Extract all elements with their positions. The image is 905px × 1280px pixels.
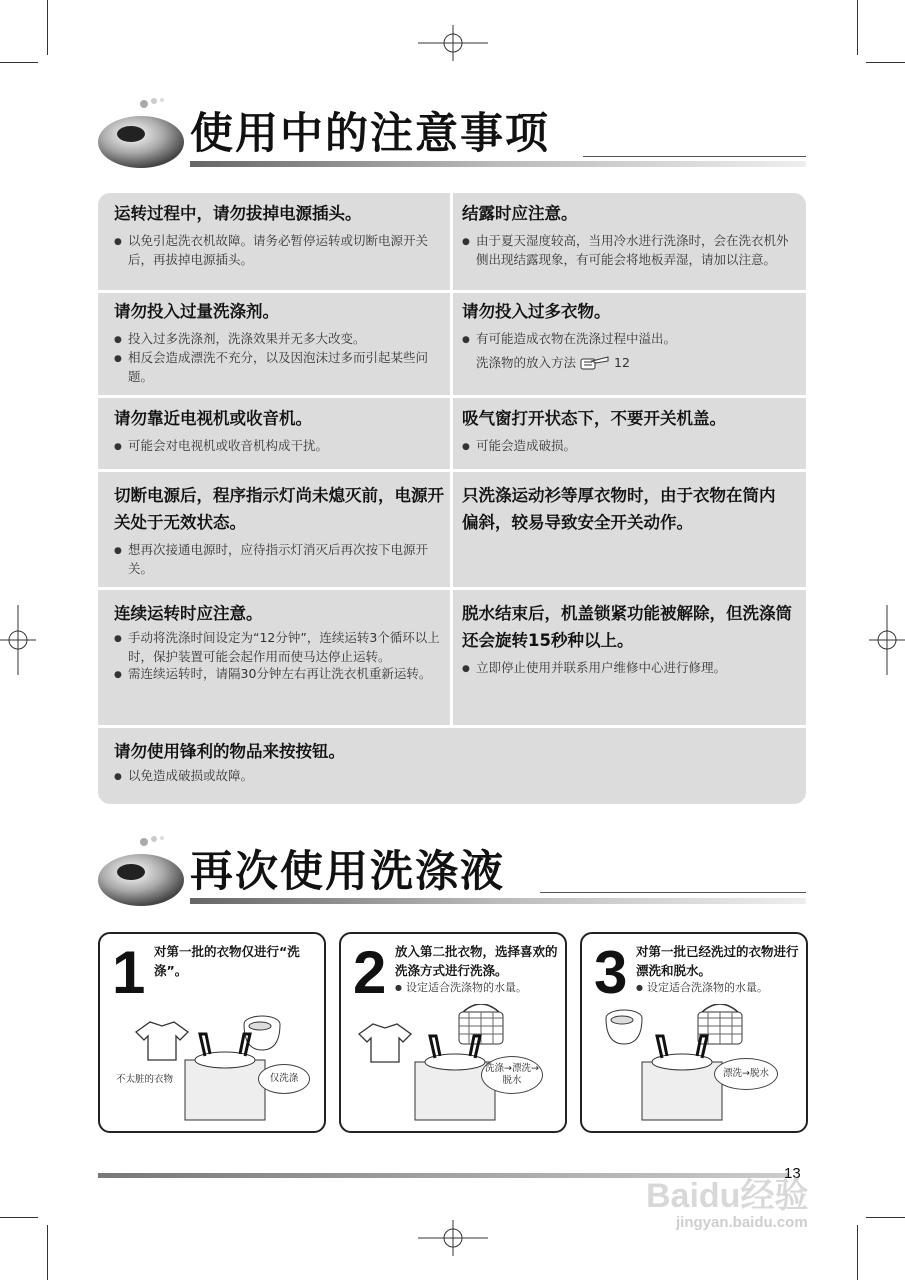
step-number: 2 (353, 939, 387, 1006)
caution-heading: 切断电源后，程序指示灯尚未熄灭前，电源开关处于无效状态。 (114, 486, 444, 532)
caution-item (114, 482, 444, 577)
caution-item (114, 600, 444, 684)
caution-item (462, 298, 792, 371)
caution-item (114, 298, 444, 385)
step-text: 对第一批的衣物仅进行“洗涤”。 (154, 944, 300, 978)
caution-heading: 连续运转时应注意。 (114, 604, 263, 623)
caution-item (462, 600, 792, 678)
caution-bullet: ● 由于夏天湿度较高，当用冷水进行洗涤时，会在洗衣机外侧出现结露现象，有可能会将地板弄湿，请加以注意。 (462, 232, 792, 268)
page-number: 13 (784, 1165, 801, 1182)
crop-mark (857, 1225, 858, 1280)
caution-bullet: ● 相反会造成漂洗不充分，以及因泡沫过多而引起某些问题。 (114, 349, 444, 385)
step-text: 对第一批已经洗过的衣物进行漂洗和脱水。 ● 设定适合洗涤物的水量。 (636, 942, 802, 996)
caution-bullet: ● 可能会对电视机或收音机构成干扰。 (114, 437, 444, 456)
crop-mark (0, 62, 38, 63)
caution-heading: 脱水结束后，机盖锁紧功能被解除，但洗涤筒还会旋转15秒种以上。 (462, 604, 792, 650)
divider (98, 469, 806, 472)
registration-mark-icon (418, 25, 488, 61)
caution-heading: 请勿靠近电视机或收音机。 (114, 409, 312, 428)
caution-heading: 请勿使用锋利的物品来按按钮。 (114, 742, 345, 761)
step-number: 3 (594, 939, 628, 1006)
mode-bubble: 漂洗→脱水 (714, 1058, 778, 1090)
caution-item (114, 738, 784, 786)
crop-mark (866, 62, 905, 63)
title-bar (190, 161, 806, 167)
caution-item (462, 200, 792, 268)
caution-heading: 请勿投入过多衣物。 (462, 302, 611, 321)
caution-bullet: ● 以免引起洗衣机故障。请务必暂停运转或切断电源开关后，再拔掉电源插头。 (114, 232, 444, 268)
title-bar (190, 898, 806, 904)
mode-bubble: 仅洗涤 (258, 1064, 310, 1094)
caution-item (114, 405, 444, 456)
watermark-brand: Baidu经验 (646, 1177, 809, 1215)
step-number: 1 (112, 939, 146, 1006)
divider (98, 725, 806, 728)
divider (98, 395, 806, 398)
section-bubble-icon (96, 832, 188, 908)
crop-mark (866, 1217, 905, 1218)
caution-item (462, 482, 787, 536)
caution-bullet: ● 手动将洗涤时间设定为“12分钟”，连续运转3个循环以上时，保护装置可能会起作用而使马达停止运转。 (114, 629, 444, 665)
divider (98, 587, 806, 590)
divider (450, 193, 453, 725)
caution-item (114, 200, 444, 268)
caution-heading: 吸气窗打开状态下，不要开关机盖。 (462, 409, 726, 428)
caution-item (462, 405, 792, 456)
title-rule (583, 156, 806, 157)
watermark-url: jingyan.baidu.com (676, 1214, 808, 1231)
caution-bullet: ● 想再次接通电源时，应待指示灯消灭后再次按下电源开关。 (114, 541, 444, 577)
reference-text: 洗涤物的放入方法 (476, 354, 577, 370)
pointing-hand-icon (580, 353, 610, 371)
step-text: 放入第二批衣物，选择喜欢的洗涤方式进行洗涤。 ● 设定适合洗涤物的水量。 (395, 942, 561, 996)
page-reference (462, 353, 792, 371)
caution-bullet: ● 投入过多洗涤剂，洗涤效果并无多大改变。 (114, 330, 444, 349)
caution-bullet: ● 有可能造成衣物在洗涤过程中溢出。 (462, 330, 792, 349)
caution-heading: 只洗涤运动衫等厚衣物时，由于衣物在筒内偏斜，较易导致安全开关动作。 (462, 486, 776, 532)
caution-bullet: ● 以免造成破损或故障。 (114, 767, 784, 786)
title-rule (540, 892, 806, 893)
clothes-label: 不太脏的衣物 (116, 1074, 174, 1085)
crop-mark (0, 1217, 38, 1218)
crop-mark (857, 0, 858, 55)
step-card (580, 932, 808, 1133)
registration-mark-icon (418, 1220, 488, 1256)
section-title: 使用中的注意事项 (190, 109, 550, 159)
caution-heading: 请勿投入过量洗涤剂。 (114, 302, 279, 321)
mode-bubble: 洗涤→漂洗→脱水 (481, 1056, 543, 1094)
step-card (98, 932, 326, 1133)
caution-heading: 运转过程中，请勿拔掉电源插头。 (114, 204, 362, 223)
registration-mark-icon (869, 605, 905, 675)
step-card (339, 932, 567, 1133)
caution-bullet: ● 可能会造成破损。 (462, 437, 792, 456)
crop-mark (47, 1225, 48, 1280)
reference-page: 12 (614, 354, 630, 370)
section-bubble-icon (96, 94, 188, 170)
caution-heading: 结露时应注意。 (462, 204, 578, 223)
section-title: 再次使用洗涤液 (190, 847, 505, 897)
caution-bullet: ● 立即停止使用并联系用户维修中心进行修理。 (462, 659, 792, 678)
caution-bullet: ● 需连续运转时，请隔30分钟左右再让洗衣机重新运转。 (114, 665, 444, 684)
divider (98, 290, 806, 293)
crop-mark (47, 0, 48, 55)
registration-mark-icon (0, 605, 36, 675)
